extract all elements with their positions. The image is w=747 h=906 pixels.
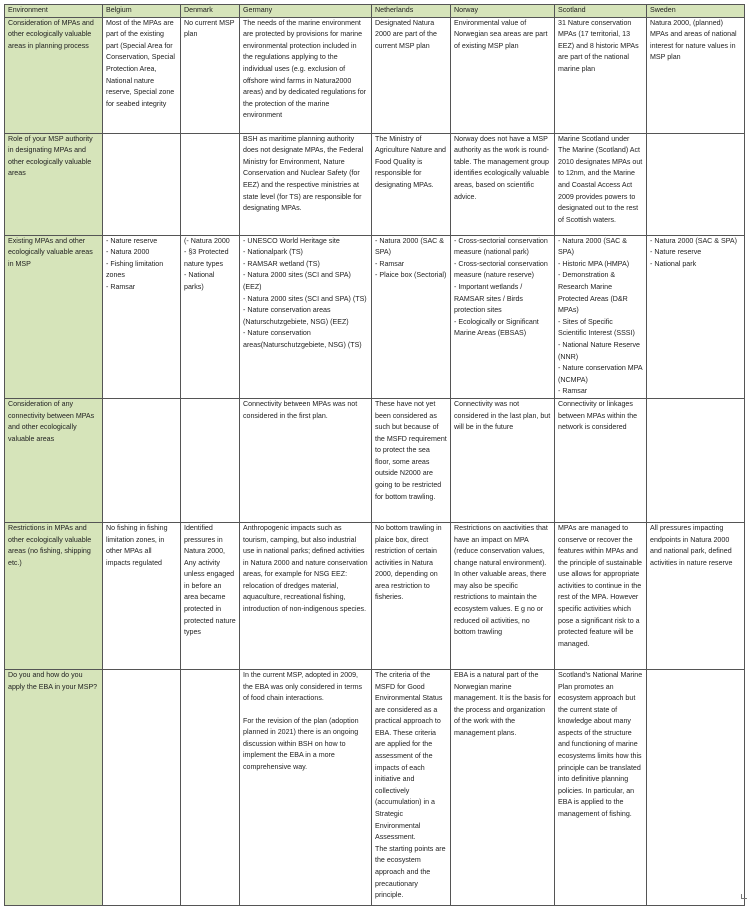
cell-norway: Environmental value of Norwegian sea areas are part of existing MSP plan xyxy=(451,17,555,133)
cell-germany: BSH as maritime planning authority does not designate MPAs, the Federal Ministry for Environment, Nature Conservation and Nuclear Safety (for EEZ) and the respective ministries at state level (for TS) are responsible for designating MPAs. xyxy=(240,133,372,235)
cell-sweden: All pressures impacting endpoints in Natura 2000 and national park, defined activities in nature reserve xyxy=(647,522,745,669)
cell-denmark xyxy=(181,669,240,905)
cell-norway: Norway does not have a MSP authority as the work is round-table. The management group identifies ecologically valuable areas, based on scientific advice. xyxy=(451,133,555,235)
cell-belgium: Most of the MPAs are part of the existing part (Special Area for Conservation, Special Protection Area, National nature reserve, Special zone for seabed integrity xyxy=(103,17,181,133)
header-denmark: Denmark xyxy=(181,5,240,18)
cell-netherlands: The Ministry of Agriculture Nature and Food Quality is responsible for designating MPAs. xyxy=(372,133,451,235)
cell-netherlands: These have not yet been considered as such but because of the MSFD requirement to protect the sea floor, some areas outside N2000 are going to be restricted for bottom trawling. xyxy=(372,398,451,522)
header-scotland: Scotland xyxy=(555,5,647,18)
cell-netherlands: No bottom trawling in plaice box, direct restriction of certain activities in Natura 2000, depending on area restriction to fisheries. xyxy=(372,522,451,669)
cell-denmark xyxy=(181,133,240,235)
header-row xyxy=(5,5,745,18)
cell-germany: Connectivity between MPAs was not considered in the first plan. xyxy=(240,398,372,522)
row-label: Consideration of any connectivity between MPAs and other ecologically valuable areas xyxy=(5,398,103,522)
cell-norway: EBA is a natural part of the Norwegian marine management. It is the basis for the process and organization of the work with the management plans. xyxy=(451,669,555,905)
cell-netherlands: Designated Natura 2000 are part of the current MSP plan xyxy=(372,17,451,133)
cell-sweden: Natura 2000, (planned) MPAs and areas of national interest for nature values in MSP plan xyxy=(647,17,745,133)
row-label: Existing MPAs and other ecologically valuable areas in MSP xyxy=(5,235,103,398)
cell-denmark: No current MSP plan xyxy=(181,17,240,133)
cell-sweden: - Natura 2000 (SAC & SPA) - Nature reserve - National park xyxy=(647,235,745,398)
table-row xyxy=(5,133,745,235)
cell-norway: - Cross-sectorial conservation measure (national park) - Cross-sectorial conservation measure (nature reserve) - Important wetlands / RAMSAR sites / Birds protection sites - Ecologically or Significant Marine Areas (EBSAS) xyxy=(451,235,555,398)
row-label: Role of your MSP authority in designating MPAs and other ecologically valuable areas xyxy=(5,133,103,235)
cell-denmark: Identified pressures in Natura 2000, Any activity unless engaged in before an area became protected in protected nature types xyxy=(181,522,240,669)
cell-scotland: Connectivity or linkages between MPAs within the network is considered xyxy=(555,398,647,522)
row-label: Consideration of MPAs and other ecologically valuable areas in planning process xyxy=(5,17,103,133)
header-netherlands: Netherlands xyxy=(372,5,451,18)
germany-eba-paragraph: In the current MSP, adopted in 2009, the EBA was only considered in terms of food chain interactions. xyxy=(243,670,363,703)
table-row xyxy=(5,669,745,905)
table-row xyxy=(5,522,745,669)
msp-comparison-table xyxy=(4,4,745,906)
page-corner-mark xyxy=(741,894,747,899)
table-row xyxy=(5,398,745,522)
header-sweden: Sweden xyxy=(647,5,745,18)
cell-norway: Connectivity was not considered in the last plan, but will be in the future xyxy=(451,398,555,522)
cell-germany: Anthropogenic impacts such as tourism, camping, but also industrial use in national parks; defined activities in Natura 2000 and nature conservation areas, for example for NSG EEZ: relocation of dredges material, aquaculture, recreational fishing, introduction of non-indigenous species. xyxy=(240,522,372,669)
cell-scotland: Marine Scotland under The Marine (Scotland) Act 2010 designates MPAs out to 12nm, and the Marine and Coastal Access Act 2009 provides powers to designated out to the rest of Scottish waters. xyxy=(555,133,647,235)
cell-scotland: Scotland's National Marine Plan promotes an ecosystem approach but the current state of knowledge about many aspects of the structure and functioning of marine ecosystems limits how this principle can be translated into definitive planning policies. In particular, an EBA is applied to the management of fishing. xyxy=(555,669,647,905)
table-row xyxy=(5,17,745,133)
cell-netherlands: The criteria of the MSFD for Good Environmental Status are considered as a practical approach to EBA. These criteria are applied for the assessment of the impacts of each initiative and collectively (accumulation) in a Strategic Environmental Assessment. The starting points are the ecosystem approach and the precautionary principle. xyxy=(372,669,451,905)
cell-belgium xyxy=(103,398,181,522)
header-environment: Environment xyxy=(5,5,103,18)
cell-germany: The needs of the marine environment are protected by provisions for marine environmental protection included in the regulations applying to the individual uses (e.g. exclusion of offshore wind farms in Natura2000 areas) and by dedicated regulations for the protection of the marine environment xyxy=(240,17,372,133)
cell-belgium xyxy=(103,669,181,905)
cell-scotland: MPAs are managed to conserve or recover the features within MPAs and the principle of sustainable use allows for appropriate activities to continue in the rest of the MPA. However specific activities which pose a significant risk to a protected feature will be managed. xyxy=(555,522,647,669)
row-label: Restrictions in MPAs and other ecologically valuable areas (no fishing, shipping etc.) xyxy=(5,522,103,669)
germany-eba-paragraph: For the revision of the plan (adoption planned in 2021) there is an ongoing discussion within BSH on how to implement the EBA in a more comprehensive way. xyxy=(243,716,359,772)
cell-scotland: 31 Nature conservation MPAs (17 territorial, 13 EEZ) and 8 historic MPAs are part of the national marine plan xyxy=(555,17,647,133)
cell-scotland: - Natura 2000 (SAC & SPA) - Historic MPA (HMPA) - Demonstration & Research Marine Protected Areas (D&R MPAs) - Sites of Specific Scientific Interest (SSSI) - National Nature Reserve (NNR) - Nature conservation MPA (NCMPA) - Ramsar xyxy=(555,235,647,398)
cell-denmark: (- Natura 2000 - §3 Protected nature types - National parks) xyxy=(181,235,240,398)
header-norway: Norway xyxy=(451,5,555,18)
cell-germany: - UNESCO World Heritage site - Nationalpark (TS) - RAMSAR wetland (TS) - Natura 2000 sites (SCI and SPA) (EEZ) - Natura 2000 sites (SCI and SPA) (TS) - Nature conservation areas (Naturschutzgebiete, NSG) (EEZ) - Nature conservation areas(Naturschutzgebiete, NSG) (TS) xyxy=(240,235,372,398)
row-label: Do you and how do you apply the EBA in your MSP? xyxy=(5,669,103,905)
cell-belgium: No fishing in fishing limitation zones, in other MPAs all impacts regulated xyxy=(103,522,181,669)
cell-sweden xyxy=(647,133,745,235)
cell-denmark xyxy=(181,398,240,522)
cell-sweden xyxy=(647,669,745,905)
cell-sweden xyxy=(647,398,745,522)
cell-belgium xyxy=(103,133,181,235)
header-belgium: Belgium xyxy=(103,5,181,18)
cell-belgium: - Nature reserve - Natura 2000 - Fishing limitation zones - Ramsar xyxy=(103,235,181,398)
cell-norway: Restrictions on aactivities that have an impact on MPA (reduce conservation values, change natural environment). In other valuable areas, there may also be specific restrictions to maintain the ecosystem values. E g no or reduced oil activities, no bottom trawling xyxy=(451,522,555,669)
table-row xyxy=(5,235,745,398)
header-germany: Germany xyxy=(240,5,372,18)
cell-germany xyxy=(240,669,372,905)
cell-netherlands: - Natura 2000 (SAC & SPA) - Ramsar - Plaice box (Sectorial) xyxy=(372,235,451,398)
